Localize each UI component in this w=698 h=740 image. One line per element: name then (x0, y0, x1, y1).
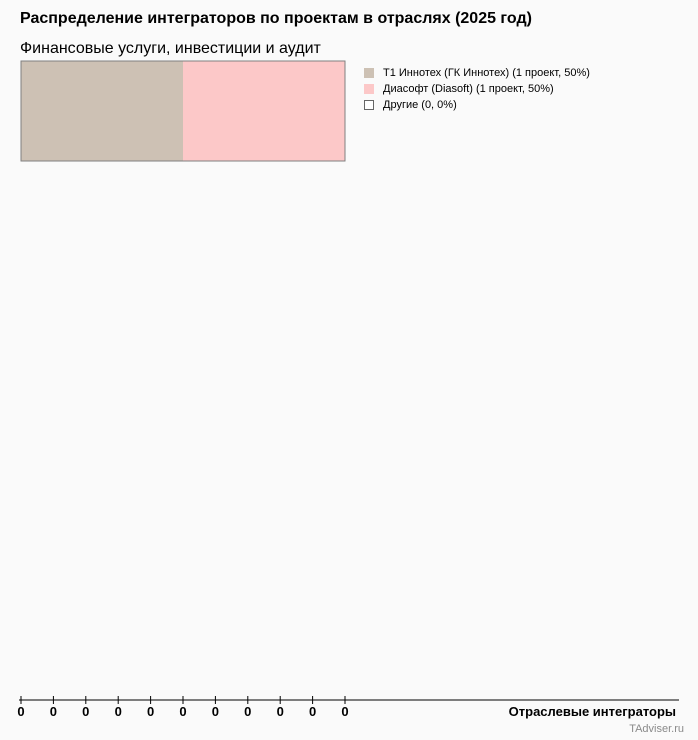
legend-item[interactable] (364, 97, 590, 113)
watermark: TAdviser.ru (629, 723, 684, 735)
legend-item[interactable] (364, 81, 590, 97)
legend-label: Т1 Иннотех (ГК Иннотех) (1 проект, 50%) (383, 67, 590, 79)
legend-swatch-diasoft (364, 84, 374, 94)
chart-title: Распределение интеграторов по проектам в отраслях (2025 год) (20, 10, 532, 27)
x-axis-ticks (17, 696, 348, 719)
x-tick-label: 0 (146, 704, 155, 719)
x-tick-label: 0 (114, 704, 122, 719)
x-tick-label: 0 (17, 704, 25, 719)
legend (364, 65, 590, 113)
x-tick-label: 0 (308, 704, 317, 719)
legend-label: Другие (0, 0%) (383, 99, 457, 111)
bar-group (21, 61, 345, 161)
x-tick-label: 0 (179, 704, 187, 719)
x-tick-label: 0 (244, 704, 252, 719)
bar-segment-0[interactable] (21, 61, 183, 161)
legend-label: Диасофт (Diasoft) (1 проект, 50%) (383, 83, 554, 95)
legend-item[interactable] (364, 65, 590, 81)
x-tick-label: 0 (49, 704, 58, 719)
x-tick-label: 0 (276, 704, 284, 719)
x-tick-label: 0 (341, 704, 349, 719)
category-label: Финансовые услуги, инвестиции и аудит (20, 40, 321, 57)
legend-swatch-innotech (364, 68, 374, 78)
bar-segment-1[interactable] (183, 61, 345, 161)
legend-swatch-other (364, 100, 374, 110)
x-axis-label: Отраслевые интеграторы (508, 704, 676, 719)
x-tick-label: 0 (211, 704, 220, 719)
x-tick-label: 0 (82, 704, 90, 719)
